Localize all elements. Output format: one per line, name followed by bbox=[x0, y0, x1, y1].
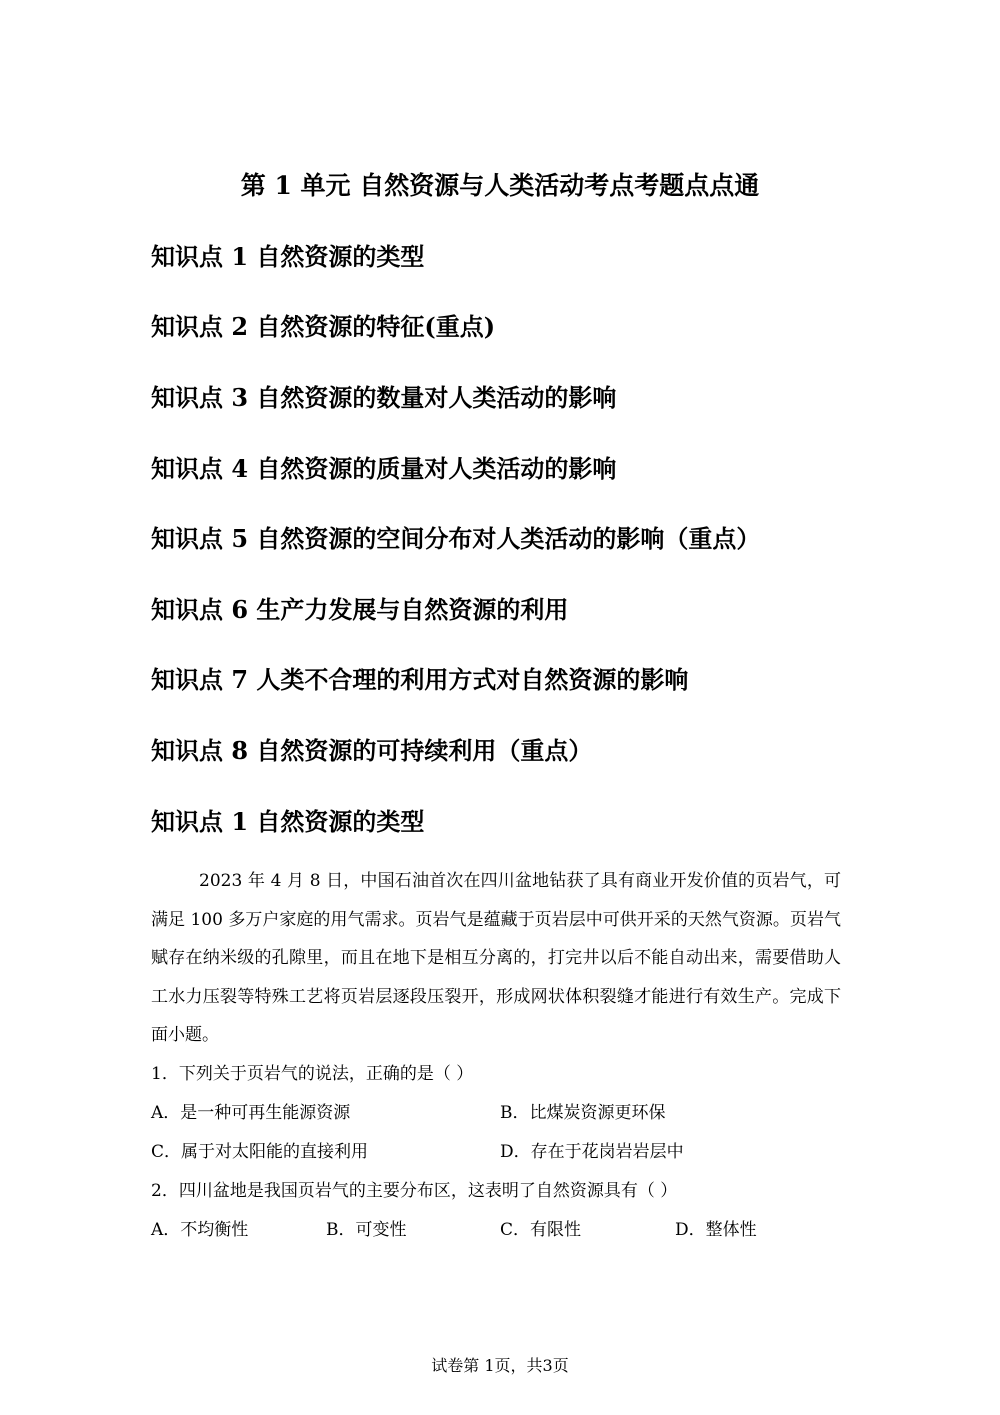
toc-item: 知识点 4 自然资源的质量对人类活动的影响 bbox=[151, 454, 617, 483]
toc-item: 知识点 1 自然资源的类型 bbox=[151, 242, 425, 271]
page-footer: 试卷第 1页，共3页 bbox=[431, 1356, 569, 1375]
toc-item: 知识点 5 自然资源的空间分布对人类活动的影响（重点） bbox=[151, 524, 761, 553]
option-a: A．不均衡性 bbox=[151, 1220, 249, 1240]
option-c: C．属于对太阳能的直接利用 bbox=[151, 1142, 369, 1162]
toc-item: 知识点 2 自然资源的特征(重点) bbox=[151, 312, 496, 341]
page-title: 第 1 单元 自然资源与人类活动考点考题点点通 bbox=[240, 171, 760, 200]
toc-item: 知识点 3 自然资源的数量对人类活动的影响 bbox=[151, 383, 617, 412]
question-stem: 2．四川盆地是我国页岩气的主要分布区，这表明了自然资源具有（ ） bbox=[151, 1181, 678, 1201]
section-heading: 知识点 1 自然资源的类型 bbox=[151, 807, 425, 836]
option-b: B．可变性 bbox=[326, 1220, 407, 1240]
option-d: D．整体性 bbox=[675, 1220, 757, 1240]
toc-item: 知识点 6 生产力发展与自然资源的利用 bbox=[151, 595, 569, 624]
option-b: B．比煤炭资源更环保 bbox=[500, 1103, 666, 1123]
option-d: D．存在于花岗岩岩层中 bbox=[500, 1142, 684, 1162]
toc-item: 知识点 8 自然资源的可持续利用（重点） bbox=[151, 736, 593, 765]
option-a: A．是一种可再生能源资源 bbox=[151, 1103, 351, 1123]
question-stem: 1．下列关于页岩气的说法，正确的是（ ） bbox=[151, 1064, 474, 1084]
reading-passage: 2023 年 4 月 8 日，中国石油首次在四川盆地钻获了具有商业开发价值的页岩气，可满足 100 多万户家庭的用气需求。页岩气是蕴藏于页岩层中可供开采的天然气资源。页岩气赋存在纳米级的孔隙里，而且在地下是相互分离的，打完井以后不能自动出来，需要借助人工水力压裂等特殊工艺将页岩层逐段压裂开，形成网状体积裂缝才能进行有效生产。完成下面小题。 bbox=[151, 871, 841, 1045]
toc-item: 知识点 7 人类不合理的利用方式对自然资源的影响 bbox=[151, 665, 689, 694]
option-c: C．有限性 bbox=[500, 1220, 582, 1240]
